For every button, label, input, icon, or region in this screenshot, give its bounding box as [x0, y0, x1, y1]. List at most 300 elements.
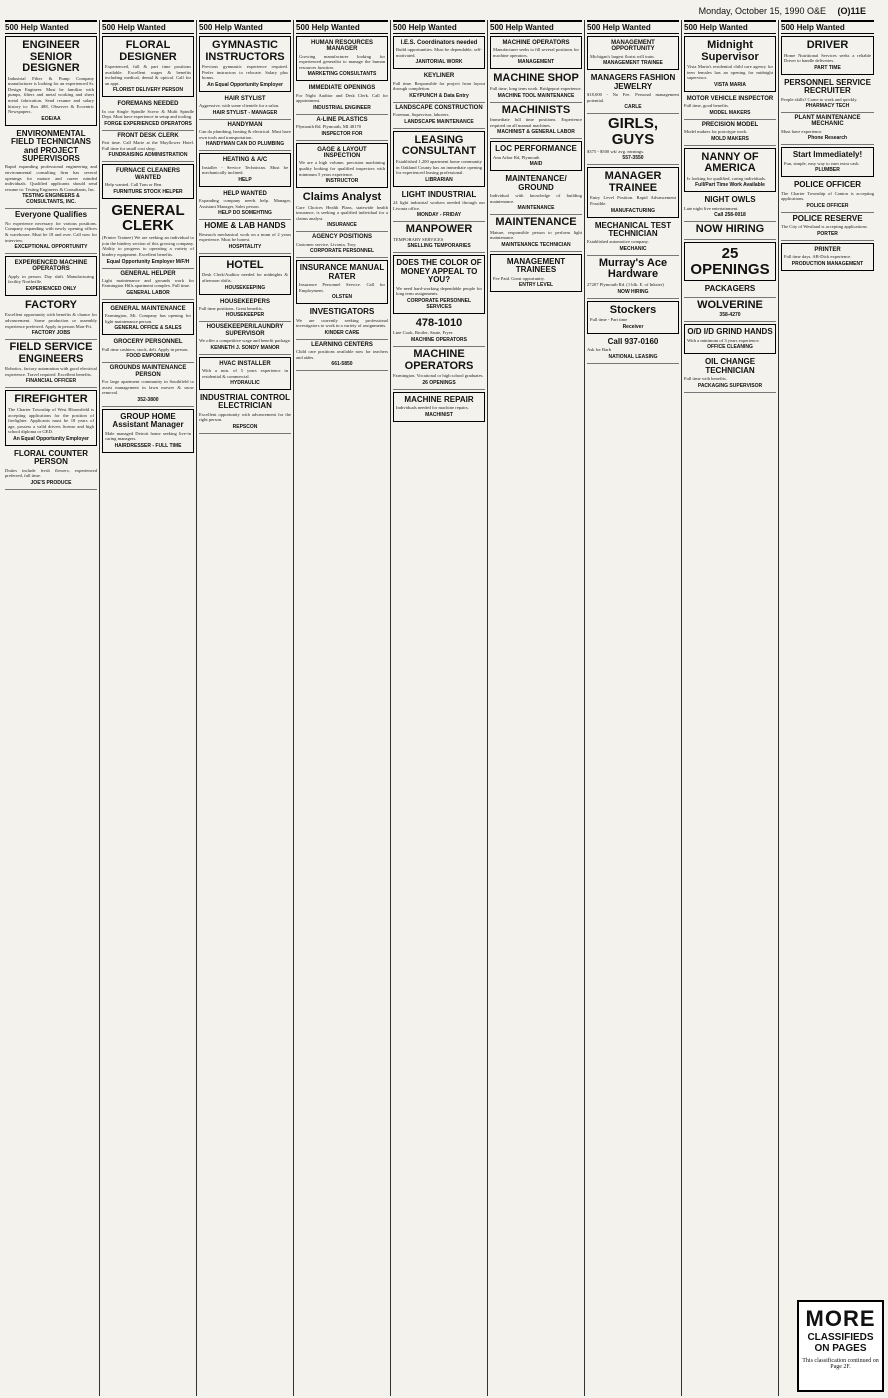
ad-footer: NOW HIRING [617, 288, 649, 295]
ad-headline: HOUSEKEEPERS [219, 298, 270, 305]
ad-headline: MACHINE REPAIR [404, 394, 474, 404]
ad-headline: HAIR STYLIST [224, 95, 266, 102]
classified-ad [587, 256, 679, 299]
ad-footer: MOLD MAKERS [711, 135, 749, 142]
ad-footer: HOUSEKEEPER [225, 312, 265, 319]
classified-ad [781, 147, 874, 177]
classified-ad [296, 143, 388, 188]
ad-body: Is looking for qualified, caring individuals. [687, 175, 766, 181]
ad-footer: MODEL MAKERS [709, 109, 751, 116]
classified-ad [393, 222, 485, 253]
classified-ad [102, 164, 194, 198]
ad-body: Can do plumbing, heating & electrical. Must have own tools and transportation. [199, 129, 291, 140]
section-header: 500 Help Wanted [296, 20, 388, 34]
issue-date: Monday, October 15, 1990 O&E [698, 6, 826, 16]
ad-footer: MAID [529, 161, 543, 168]
ad-footer: HOSPITALITY [228, 243, 262, 250]
ad-headline: GIRLS, GUYS [607, 115, 658, 148]
classified-ad [199, 36, 291, 92]
ad-footer: MACHINE TOOL MAINTENANCE [497, 92, 575, 99]
ad-footer: PLUMBER [815, 167, 840, 174]
ad-headline: GAGE & LAYOUT INSPECTION [317, 146, 367, 160]
ad-body: Farmington, Mi. Company has opening for light maintenance person. [105, 313, 191, 324]
ad-footer: HELP DO SOMEHTING [218, 210, 272, 217]
ad-footer: An Equal Opportunity Employer [13, 436, 89, 442]
ad-body: Home Nutritional Services seeks a reliable Driver to handle deliveries. [784, 52, 871, 64]
ad-footer: MECHANIC [619, 245, 647, 252]
more-classifieds-box [797, 1300, 884, 1392]
ad-headline: FLORAL DESIGNER [119, 39, 177, 63]
ad-footer: FURNITURE STOCK HELPER [113, 188, 183, 195]
ad-footer: 661-5850 [331, 361, 353, 368]
classified-ad [199, 220, 291, 254]
ad-body: For Night Auditor and Desk Clerk. Call for appointment. [296, 92, 388, 104]
classified-ad [5, 448, 97, 490]
classified-ad [781, 77, 874, 113]
ad-body: Fee Paid. Great opportunity. [493, 275, 545, 281]
ad-body: 27207 Plymouth Rd. (1 blk. E. of Inkster) [587, 282, 664, 287]
classified-ad [5, 340, 97, 388]
ad-headline: MANAGER TRAINEE [604, 170, 662, 194]
column-1 [3, 20, 100, 1396]
ad-headline: MANAGEMENT TRAINEES [506, 257, 566, 275]
ad-footer: NATIONAL LEASING [608, 353, 658, 360]
classified-ad [199, 256, 291, 295]
ad-footer: KINDER CARE [324, 329, 360, 336]
ad-body: The Charter Township of West Bloomfield is accepting applications for the position of firefighter. Applicants must be 18 years of age, possess a valid drivers license and high school diploma or GED. [8, 407, 94, 435]
classified-ad [781, 213, 874, 241]
ad-headline: O/D I/D GRIND HANDS [687, 327, 773, 337]
classified-ad [393, 347, 485, 390]
ad-body: Installer - Service Technician. Must be mechanically inclined. [202, 164, 288, 176]
more-subtitle: CLASSIFIEDS ON PAGES [807, 1332, 874, 1354]
ad-body: Individuals needed for machine repairs. [396, 405, 469, 411]
ad-body: Entry Level Position. Rapid Advancement Possible. [590, 195, 676, 206]
classified-ad [199, 392, 291, 434]
classified-ad [490, 103, 582, 140]
ad-headline: LANDSCAPE CONSTRUCTION [395, 104, 483, 111]
ad-footer: Equal Opportunity Employer M/F/H [106, 258, 190, 265]
ad-footer: GENERAL LABOR [126, 289, 170, 296]
ad-body: The City of Westland is accepting applications. [781, 224, 868, 230]
ad-headline: I.E.S. Coordinators needed [400, 40, 478, 46]
ad-body: Mature, responsible person to perform light maintenance. [490, 229, 582, 241]
classified-ad [102, 302, 194, 335]
ad-headline: MACHINE SHOP [493, 72, 579, 85]
ad-footer: Full/Part Time Work Available [695, 182, 765, 189]
ad-body: We need hard-working dependable people for long term assignments. [396, 285, 482, 297]
section-header: 500 Help Wanted [684, 20, 776, 34]
ad-body: Ask for Barb [587, 347, 611, 353]
ad-footer: Receiver [622, 323, 644, 330]
classified-ad [490, 254, 582, 292]
ad-footer: VISTA MARIA [714, 81, 746, 88]
classified-ad [199, 153, 291, 186]
ad-headline: INDUSTRIAL CONTROL ELECTRICIAN [199, 393, 291, 411]
ad-footer: HYDRAULIC [230, 380, 260, 387]
ad-body: (Printer Trainee) We are seeking an individual to join the bindery section of this growing company. Ability to progress to operating a variety of bindery equipment. Excellent benefits. [102, 235, 194, 257]
ad-headline: FIELD SERVICE ENGINEERS [9, 341, 93, 365]
ad-body: Full time with benefits. [684, 376, 727, 382]
classified-ad [393, 131, 485, 187]
ad-headline: MACHINISTS [501, 103, 571, 116]
classified-ad [781, 36, 874, 75]
ad-headline: ENVIRONMENTAL FIELD TECHNICIANS and PROJECT SUPERVISORS [11, 128, 91, 163]
ad-headline: MECHANICAL TEST TECHNICIAN [594, 220, 672, 238]
ad-headline: HOME & LAB HANDS [204, 221, 286, 231]
section-header: 500 Help Wanted [393, 20, 485, 34]
ad-body: Foreman, Supervisor, laborers. [393, 112, 450, 118]
ad-headline: POLICE OFFICER [793, 180, 862, 190]
ad-headline: HUMAN RESOURCES MANAGER [310, 40, 373, 53]
ad-headline: HVAC INSTALLER [219, 360, 271, 367]
ad-headline: PERSONNEL SERVICE RECRUITER [784, 77, 871, 96]
ad-footer: REPSCON [232, 424, 258, 431]
classified-ad [5, 36, 97, 126]
ad-body: Growing manufacturer looking for experienced generalist to manage the human resources function. [299, 53, 385, 70]
ad-body: Desk Clerk/Auditor needed for midnights & afternoon shifts. [202, 272, 288, 283]
ad-footer: FINANCIAL OFFICER [25, 378, 77, 385]
ad-footer: EOE/AA [41, 115, 61, 122]
ad-body: Full time, long term work. Bridgeport experience. [490, 86, 582, 92]
ad-headline: HELP WANTED [223, 190, 267, 197]
ad-body: Apply in person. Day shift. Manufacturing facility Northville. [8, 273, 94, 285]
classified-ad [684, 298, 776, 323]
section-header: 500 Help Wanted [587, 20, 679, 34]
ad-footer: CORPORATE PERSONNEL SERVICES [406, 297, 472, 310]
ad-headline: DOES THE COLOR OF MONEY APPEAL TO YOU? [396, 258, 482, 285]
ad-headline: EXPERIENCED MACHINE OPERATORS [14, 260, 88, 273]
classified-ad [587, 114, 679, 165]
classified-ad [684, 283, 776, 297]
ad-footer: CARLE [624, 104, 642, 111]
ad-body: Industrial Filter & Pump Company manufacturer is looking for an experienced Sr. Design Engineer. Must be familiar with pumps, filters and metal working and sheet metal fabrication. Send resume and salary history to: Box 488, Observer & Eccentric Newspapers. [8, 75, 94, 115]
ad-body: Light maintenance and grounds work for Farmington Hills apartment complex. Full time. [102, 277, 194, 289]
ad-body: No experience necessary for various positions. Company expanding with newly opening offices & warehouse. Must be 18 and over. Call now for interview. [5, 220, 97, 243]
ad-footer: 358-4270 [719, 312, 741, 319]
ad-footer: MONDAY - FRIDAY [416, 212, 462, 219]
ad-headline: Midnight Supervisor [701, 39, 759, 63]
ad-headline: A-LINE PLASTICS [316, 116, 368, 123]
ad-body: Customer service, Livonia, Troy. [296, 241, 357, 247]
column-2 [100, 20, 197, 1396]
column-4 [294, 20, 391, 1396]
ad-body: Vista Maria's residential child care agency for teen females has an opening for midnight supervisor. [687, 64, 773, 81]
ad-footer: FUNDRAISING ADMINISTRATION [108, 152, 188, 159]
ad-body: Aggressive, with some clientele for a salon. [199, 103, 280, 109]
classified-ad [199, 322, 291, 354]
ad-body: Rapid expanding professional engineering and environmental consulting firm has several openings for mature and career minded individuals. Qualified applicants should send resume to: Testing Engineers & Consultants, Inc. [5, 164, 97, 192]
classified-ad [490, 71, 582, 102]
classified-ad [5, 298, 97, 340]
classified-ad [490, 215, 582, 252]
ad-headline: DRIVER [806, 39, 849, 51]
ad-footer: HAIRDRESSER - FULL TIME [114, 442, 182, 449]
ad-body: In our Single Spindle Screw & Multi Spindle Dept. Must have experience in setup and tooling. [102, 108, 194, 120]
section-header: 500 Help Wanted [102, 20, 194, 34]
ad-headline: MACHINE OPERATORS [502, 40, 570, 46]
ad-body: Established automotive company. [587, 239, 649, 245]
ad-footer: HELP [238, 176, 252, 183]
ad-footer: PRODUCTION MANAGEMENT [791, 260, 864, 267]
ad-headline: POLICE RESERVE [792, 213, 863, 223]
ad-body: For large apartment community in Southfield to assist management in lawn mower & snow removal. [102, 378, 194, 396]
ad-footer: FOOD EMPORIUM [126, 353, 170, 360]
ad-footer: MACHINIST & GENERAL LABOR [497, 129, 575, 136]
ad-footer: FORGE EXPERIENCED OPERATORS [104, 120, 192, 127]
ad-headline: FOREMANS NEEDED [117, 101, 179, 108]
classified-ad [102, 337, 194, 363]
ad-footer: FLORIST DELIVERY PERSON [112, 87, 183, 94]
classified-ad [684, 194, 776, 222]
ad-headline: Start Immediately! [792, 150, 863, 160]
classified-ad [587, 336, 679, 364]
ad-body: Full time. Responsible for project from layout through completion. [393, 80, 485, 92]
ad-body: Established 1,200 apartment home community in Oakland County has an immediate opening for experienced leasing professional. [396, 158, 482, 176]
classified-ad [587, 301, 679, 334]
ad-footer: SNELLING TEMPORARIES [407, 243, 471, 250]
classified-ad [393, 316, 485, 347]
classified-ad [684, 148, 776, 193]
ad-headline: LIGHT INDUSTRIAL [401, 189, 477, 199]
classified-ad [490, 141, 582, 171]
classified-ad [296, 115, 388, 141]
ad-footer: MACHINE OPERATORS [411, 336, 467, 343]
ad-body: Must have experience. [781, 128, 823, 134]
ad-footer: INDUSTRIAL ENGINEER [313, 104, 371, 111]
classified-ad [587, 167, 679, 217]
classified-ad [296, 190, 388, 232]
classified-ad [393, 255, 485, 313]
classified-ad [199, 94, 291, 120]
ad-footer: Call 258-0018 [714, 212, 746, 219]
section-header: 500 Help Wanted [490, 20, 582, 34]
ad-body: Ann Arbor Rd, Plymouth [493, 154, 540, 160]
classified-ad [684, 356, 776, 392]
ad-footer: TESTING ENGINEERS & CONSULTANTS, INC. [22, 193, 80, 206]
ad-headline: MACHINE OPERATORS [404, 347, 474, 372]
ad-headline: INSURANCE MANUAL RATER [299, 263, 385, 281]
classified-ad [102, 36, 194, 97]
classified-ad [199, 297, 291, 323]
ad-footer: PART TIME [814, 64, 841, 71]
ad-body: Line Cook, Broiler, Saute, Fryer. [393, 330, 454, 336]
ad-headline: GENERAL CLERK [111, 201, 185, 235]
ad-body: Fun, simple, easy way to earn extra cash. [784, 160, 860, 166]
ad-footer: MANAGEMENT [517, 59, 555, 66]
ad-body: Plymouth Rd. Plymouth, MI 48170 [296, 124, 362, 130]
ad-footer: EXCEPTIONAL OPPORTUNITY [14, 244, 88, 251]
ad-headline: GROCERY PERSONNEL [113, 339, 183, 346]
classified-ad [587, 36, 679, 70]
column-5 [391, 20, 488, 1396]
ad-body: Late night live entertainment. [684, 205, 739, 211]
ad-headline: NOW HIRING [695, 223, 765, 236]
masthead [0, 0, 888, 18]
ad-headline: MANAGERS FASHION JEWELRY [590, 73, 676, 91]
ad-headline: MAINTENANCE/ GROUND [505, 174, 567, 192]
ad-headline: NANNY OF AMERICA [701, 150, 759, 175]
ad-footer: HOUSEKEEPING [224, 284, 266, 291]
ad-footer: CORPORATE PERSONNEL [309, 248, 375, 255]
ad-footer: 352-3800 [137, 396, 159, 403]
ad-footer: MAINTENANCE TECHNICIAN [501, 242, 571, 249]
ad-footer: INSTRUCTOR [325, 178, 359, 185]
ad-headline: GROUNDS MAINTENANCE PERSON [109, 365, 187, 378]
classified-ad [296, 340, 388, 371]
ad-footer: OLSTEN [331, 294, 353, 301]
column-3 [197, 20, 294, 1396]
classified-ad [296, 83, 388, 114]
classified-ad [684, 94, 776, 120]
ad-headline: 478-1010 [415, 316, 463, 329]
classified-ad [296, 36, 388, 81]
ad-headline: OIL CHANGE TECHNICIAN [704, 357, 756, 375]
ad-headline: WOLVERINE [697, 298, 763, 311]
page-number: (O)11E [837, 6, 866, 16]
ad-footer: PORTER [817, 230, 838, 237]
column-7 [585, 20, 682, 1396]
ad-body: Care Choices Health Plans, statewide health insurance, is seeking a qualified individual for a claims analyst. [296, 204, 388, 221]
ad-body: Excellent opportunity with benefits & chance for advancement. Some production or assembly experience preferred. Apply in person Mon-Fri. [5, 312, 97, 329]
ad-body: The Charter Township of Canton is accepting applications. [781, 190, 874, 202]
ad-footer: MAINTENANCE [517, 205, 555, 212]
ad-headline: FIREFIGHTER [14, 393, 88, 406]
ad-headline: HEATING & A/C [222, 157, 268, 164]
classified-ad [781, 243, 874, 271]
ad-body: Full time - Part time [590, 317, 628, 323]
ad-body: Individual with knowledge of building maintenance. [490, 193, 582, 204]
ad-footer: MARKETING CONSULTANTS [307, 71, 377, 78]
ad-footer: POLICE OFFICER [806, 202, 849, 209]
ad-body: Excellent opportunity with advancement for the right person. [199, 411, 291, 423]
ad-body: Expanding company needs help. Manager, Assistant Manager, Sales person. [199, 198, 291, 209]
ad-headline: MOTOR VEHICLE INSPECTOR [686, 95, 774, 102]
classified-ad [587, 220, 679, 256]
classified-ad [684, 120, 776, 146]
more-note: This classification continued on Page 2F. [802, 1358, 879, 1370]
classified-ad [684, 242, 776, 282]
classified-ad [393, 71, 485, 102]
ad-body: We are currently seeking professional investigators to work in a variety of assignments. [296, 317, 388, 329]
ad-headline: LEARNING CENTERS [311, 341, 373, 348]
ad-footer: KEYPUNCH & Data Entry [409, 92, 469, 99]
classified-ad [102, 269, 194, 300]
classified-ad [393, 392, 485, 422]
ad-body: $18,000 - No Fee. Personal management potential. [587, 91, 679, 103]
classified-ad [684, 36, 776, 92]
ad-body: We offer a competitive wage and benefit package. [199, 338, 291, 344]
classified-ad [5, 209, 97, 254]
ad-body: Manufacturer seeks to fill several positions for machine operators. [493, 47, 579, 58]
ad-body: Full time positions. Great benefits. [199, 305, 263, 311]
ad-body: We are a high volume, precision machining quality looking for qualified inspectors with minimum 5 years experience. [299, 160, 385, 177]
ad-footer: PACKAGING SUPERVISOR [697, 382, 763, 389]
ad-footer: MACHINIST [425, 411, 453, 418]
classified-ad [781, 179, 874, 213]
ad-headline: GENERAL MAINTENANCE [110, 305, 186, 312]
ad-body: Full time days. AB-Dick experience. [784, 254, 852, 260]
ad-footer: LANDSCAPE MAINTENANCE [404, 118, 474, 125]
ad-headline: ENGINEER SENIOR DESIGNER [22, 39, 80, 75]
classified-ad [393, 36, 485, 69]
ad-body: Part time. Call Marie at the Mayflower Hotel. Full time for small cost shop. [102, 140, 194, 151]
ad-body: Insurance Personnel Service. Call for Employment. [299, 282, 385, 293]
ad-headline: KEYLINER [423, 73, 455, 80]
classified-ad [199, 120, 291, 151]
ad-footer: EXPERIENCED ONLY [25, 285, 77, 292]
classified-ad [490, 173, 582, 215]
ad-body: $375 - $500 wk/ avg. earnings. [587, 148, 645, 154]
ad-headline: MAINTENANCE [495, 216, 577, 229]
ad-body: Duties include fresh flowers, experienced preferred, full time. [5, 467, 97, 479]
ad-headline: HANDYMAN [227, 121, 263, 128]
ad-headline: GYMNASTIC INSTRUCTORS [205, 39, 285, 63]
ad-headline: MANPOWER [405, 223, 473, 236]
ad-footer: HANDYMAN CAN DO PLUMBING [205, 141, 285, 148]
ad-headline: Murray's Ace Hardware [598, 256, 668, 281]
ad-headline: PLANT MAINTENANCE MECHANIC [794, 115, 861, 128]
ad-body: Farmington. Vocational or high school graduates. [393, 373, 484, 379]
classified-ad [102, 131, 194, 162]
ad-footer: 557-3550 [622, 155, 644, 162]
section-header: 500 Help Wanted [5, 20, 97, 34]
classified-ad [102, 99, 194, 130]
ad-footer: ENTRY LEVEL [518, 282, 554, 289]
ad-footer: MANUFACTURING [610, 207, 656, 214]
ad-headline: FRONT DESK CLERK [117, 132, 179, 139]
ad-headline: PRECISION MODEL [701, 121, 759, 128]
ad-body: Help wanted. Call Tom or Ben. [105, 182, 163, 188]
ad-body: With a min. of 5 years experience in residential & commercial. [202, 367, 288, 379]
section-header: 500 Help Wanted [781, 20, 874, 34]
classified-ad [587, 72, 679, 114]
classified-ad [102, 363, 194, 406]
ad-footer: KENNETH J. SONDY MANOR [210, 344, 280, 351]
classified-ad [102, 201, 194, 269]
ad-footer: JOE'S PRODUCE [30, 479, 72, 486]
ad-headline: GROUP HOME Assistant Manager [112, 411, 184, 430]
classified-ad [199, 189, 291, 220]
ad-headline: LEASING CONSULTANT [401, 133, 477, 158]
more-title: MORE [805, 1306, 876, 1331]
classified-ad [5, 390, 97, 446]
ad-body: TEMPORARY SERVICES [393, 236, 444, 242]
ad-footer: GENERAL OFFICE & SALES [114, 325, 182, 332]
ad-body: Research mechanical work on a mum of 2 years experience. Must be honest. [199, 231, 291, 243]
ad-body: Michigan's largest florist will train. [590, 53, 655, 59]
ad-headline: 25 OPENINGS [690, 244, 770, 278]
ad-footer: LIBRARIAN [425, 176, 453, 183]
ad-headline: IMMEDIATE OPENINGS [308, 85, 376, 92]
classified-ad [296, 306, 388, 340]
classified-ad [296, 232, 388, 258]
ad-footer: An Equal Opportunity Employer [207, 81, 283, 88]
ad-headline: FACTORY [25, 298, 77, 311]
classified-ad [393, 103, 485, 129]
ad-headline: NIGHT OWLS [704, 195, 756, 205]
classified-ad [684, 222, 776, 240]
ad-footer: INSPECTOR FOR [321, 130, 363, 137]
ad-body: Model makers for prototype work. [684, 129, 748, 135]
ad-body: Full time, good benefits. [684, 103, 730, 109]
classified-ad [684, 324, 776, 354]
ad-footer: PHARMACY TECH [805, 103, 850, 110]
ad-headline: Claims Analyst [302, 191, 382, 204]
ad-headline: AGENCY POSITIONS [312, 234, 372, 241]
classified-ad [102, 409, 194, 453]
ad-footer: FACTORY JOBS [31, 330, 71, 337]
